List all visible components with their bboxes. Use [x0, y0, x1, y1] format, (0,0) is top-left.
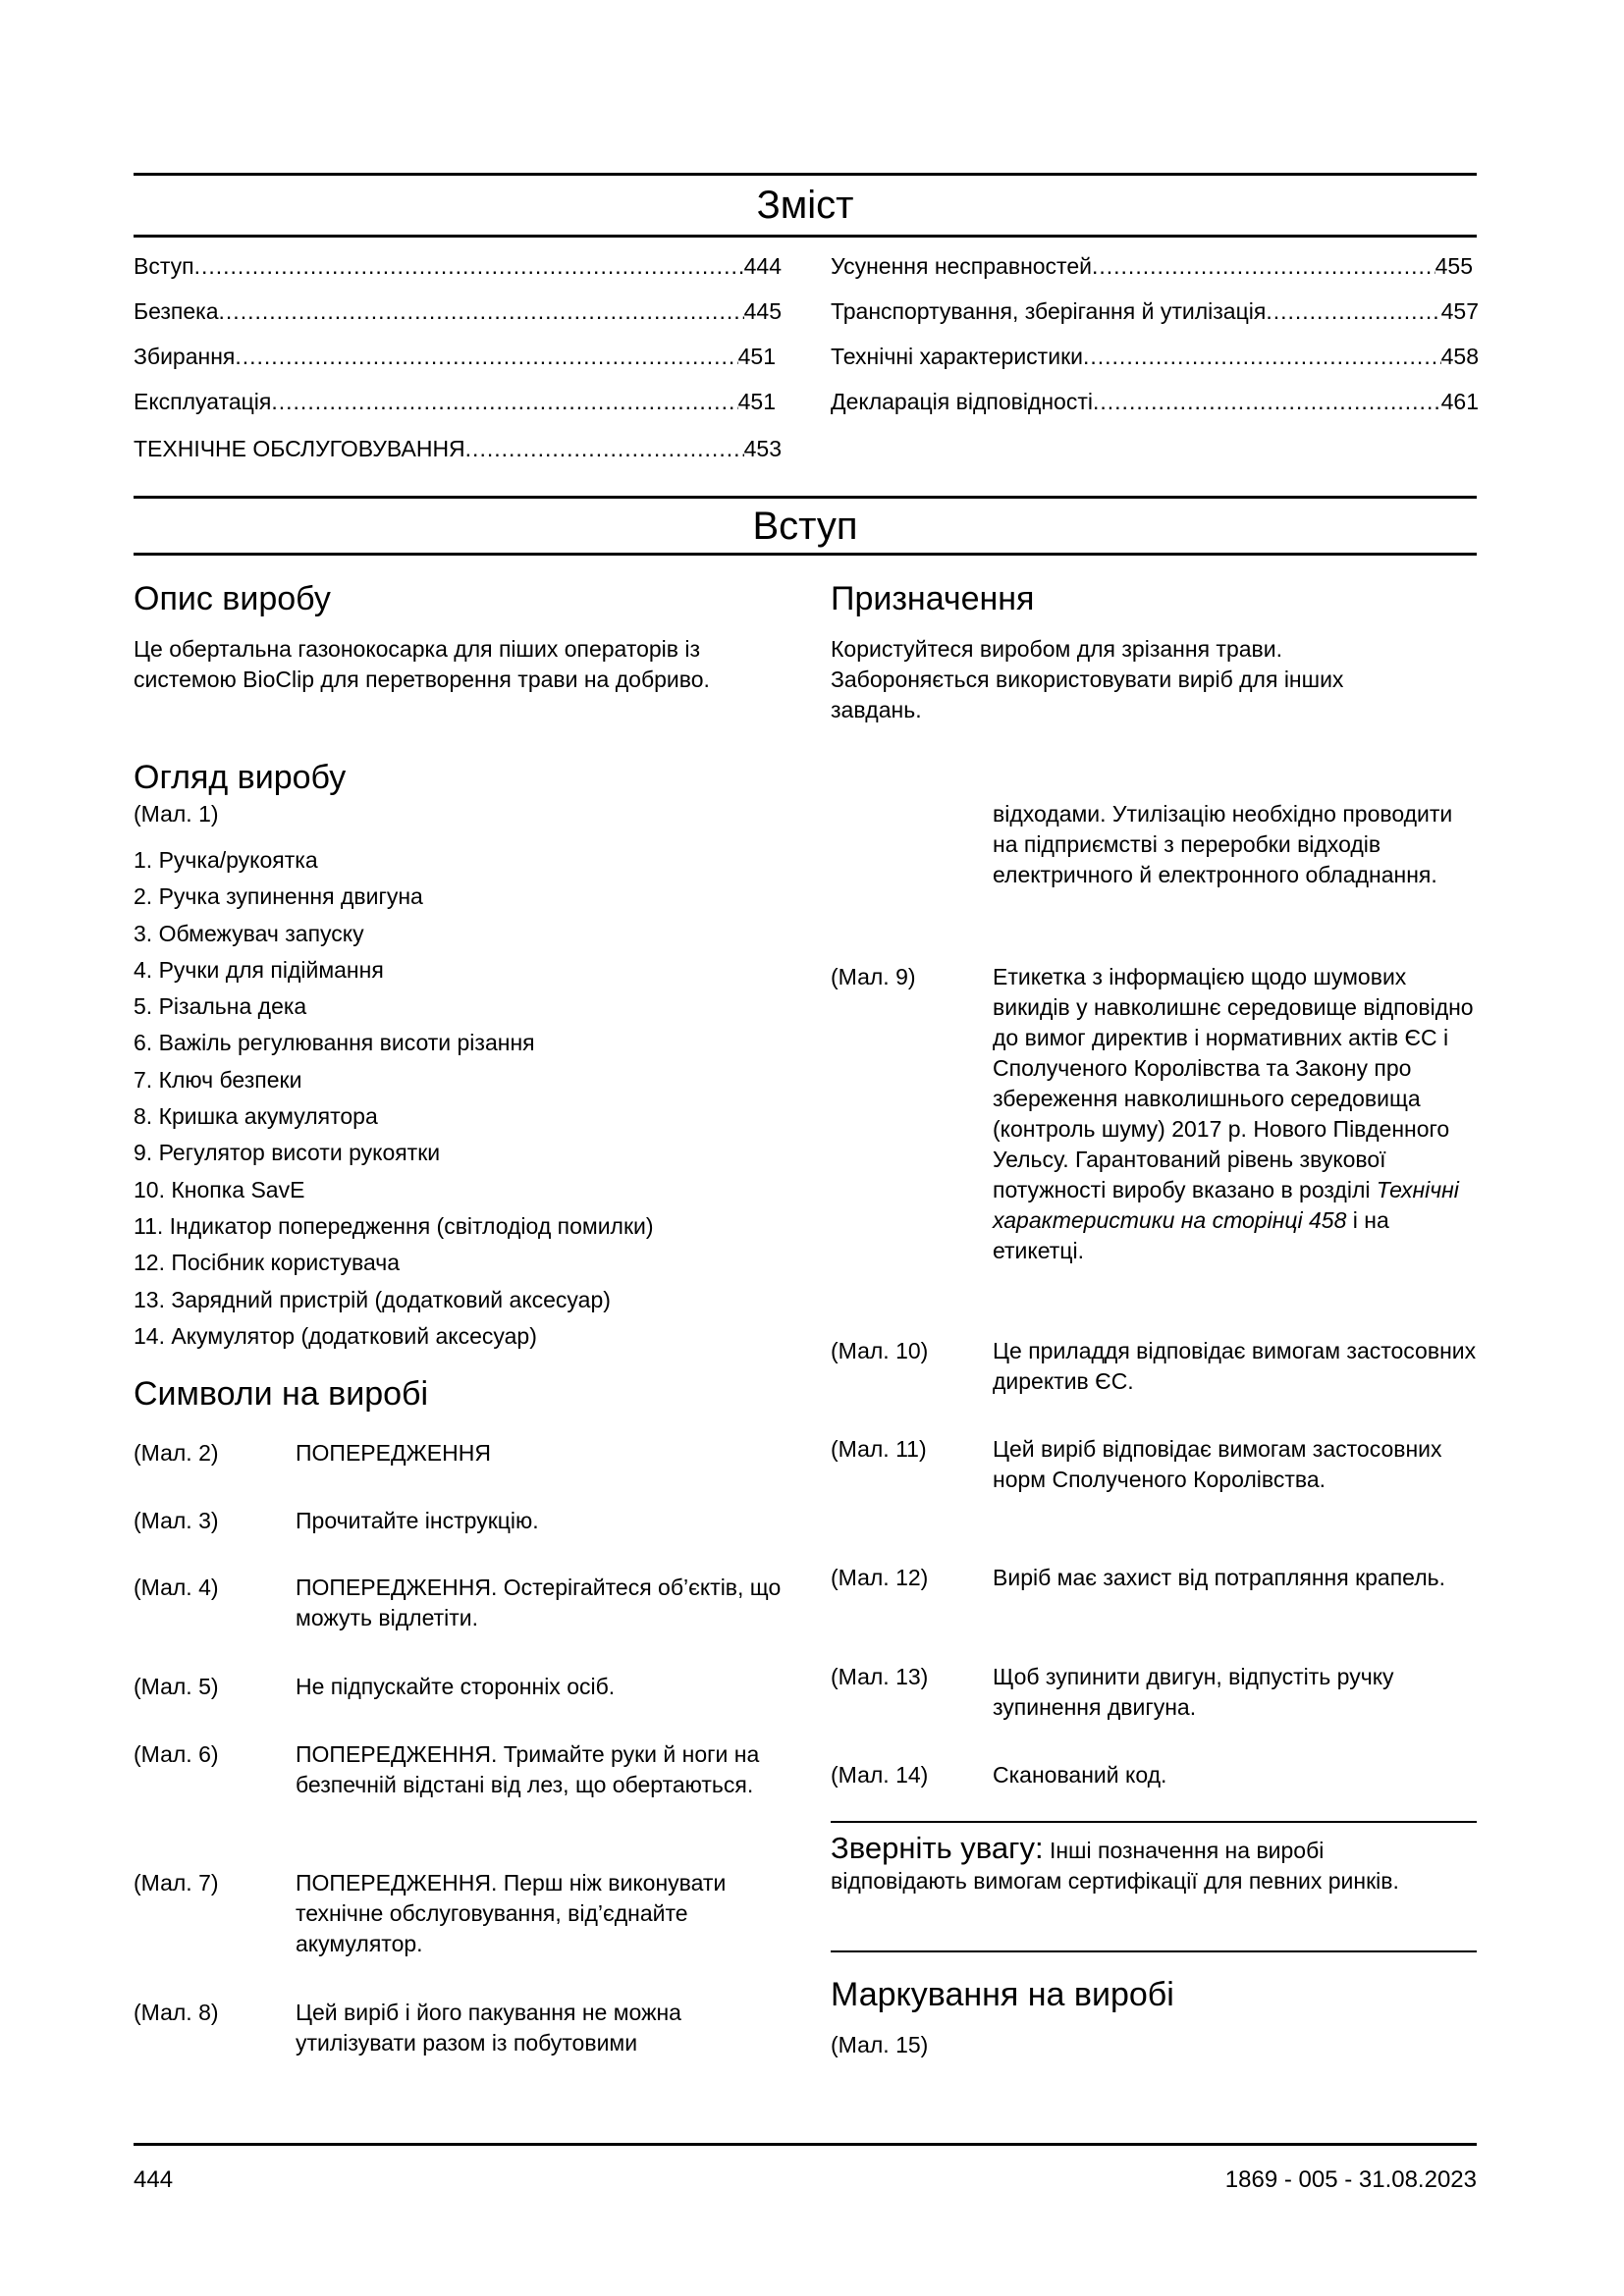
description-heading: Опис виробу: [134, 580, 331, 617]
toc-entry-label: Технічні характеристики: [831, 344, 1083, 369]
list-item: 1. Ручка/рукоятка: [134, 847, 318, 873]
toc-entry-page: 461: [1440, 389, 1479, 414]
symbol-text: Щоб зупинити двигун, відпустіть ручку зупинення двигуна.: [993, 1664, 1394, 1720]
toc-entry[interactable]: [134, 434, 782, 463]
purpose-heading: Призначення: [831, 580, 1035, 617]
symbol-ref: (Мал. 2): [134, 1440, 219, 1466]
intro-title: Вступ: [752, 505, 858, 548]
toc-title: Зміст: [756, 184, 854, 227]
overview-ref: (Мал. 1): [134, 801, 219, 827]
list-item: 14. Акумулятор (додатковий аксесуар): [134, 1322, 537, 1349]
toc-entry-page: 453: [743, 436, 782, 461]
list-item: 11. Індикатор попередження (світлодіод помилки): [134, 1212, 654, 1239]
symbols-heading: Символи на виробі: [134, 1375, 429, 1413]
symbol-text: Цей виріб відповідає вимогам застосовних норм Сполученого Королівства.: [993, 1436, 1442, 1492]
list-item: 4. Ручки для підіймання: [134, 956, 384, 983]
toc-entry-label: Транспортування, зберігання й утилізація: [831, 298, 1267, 324]
toc-bottom-rule: [134, 235, 1477, 238]
symbol-ref: (Мал. 12): [831, 1565, 929, 1590]
toc-entry-label: Усунення несправностей: [831, 253, 1092, 279]
symbol-ref: (Мал. 5): [134, 1674, 219, 1699]
toc-entry-page: 457: [1440, 298, 1479, 324]
marking-heading: Маркування на виробі: [831, 1976, 1174, 2013]
toc-entry[interactable]: [831, 296, 1479, 326]
list-item: 10. Кнопка SavE: [134, 1176, 305, 1202]
toc-entry[interactable]: [831, 251, 1473, 281]
toc-entry-page: 458: [1440, 344, 1479, 369]
list-item: 3. Обмежувач запуску: [134, 920, 364, 946]
note-text: Інші позначення на виробі відповідають вимогам сертифікації для певних ринків.: [831, 1838, 1399, 1894]
page-number: 444: [134, 2166, 174, 2193]
list-item: 12. Посібник користувача: [134, 1250, 401, 1276]
note-top-rule: [831, 1821, 1477, 1823]
symbol-text: Це приладдя відповідає вимогам застосовних директив ЄС.: [993, 1338, 1477, 1394]
symbol-text: Цей виріб і його пакування не можна утилізувати разом із побутовими: [296, 2000, 681, 2056]
toc-entry-page: 451: [737, 344, 776, 369]
toc-entry-label: Декларація відповідності: [831, 389, 1093, 414]
description-text: Це обертальна газонокосарка для піших операторів із системою BioClip для перетворення трави на добриво.: [134, 636, 710, 692]
toc-entry-label: ТЕХНІЧНЕ ОБСЛУГОВУВАННЯ: [134, 436, 465, 461]
intro-bottom-rule: [134, 553, 1477, 556]
symbol-ref: (Мал. 7): [134, 1870, 219, 1896]
symbol-text: ПОПЕРЕДЖЕННЯ. Тримайте руки й ноги на безпечній відстані від лез, що обертаються.: [296, 1741, 760, 1797]
symbol-text: Прочитайте інструкцію.: [296, 1508, 539, 1533]
toc-entry[interactable]: [134, 251, 782, 281]
overview-list: [134, 842, 801, 1355]
list-item: 6. Важіль регулювання висоти різання: [134, 1030, 535, 1056]
toc-top-rule: [134, 173, 1477, 176]
toc-entry-page: 455: [1435, 253, 1473, 279]
toc-entry[interactable]: [831, 342, 1479, 371]
toc-entry-label: Безпека: [134, 298, 219, 324]
symbol-text: Виріб має захист від потрапляння крапель.: [993, 1565, 1445, 1590]
toc-entry[interactable]: [134, 296, 782, 326]
list-item: 13. Зарядний пристрій (додатковий аксесуар): [134, 1286, 611, 1312]
note-bottom-rule: [831, 1950, 1477, 1952]
symbol-text-continuation: відходами. Утилізацію необхідно проводити на підприємстві з переробки відходів електричного й електронного обладнання.: [993, 801, 1453, 887]
toc-entry-label: Збирання: [134, 344, 236, 369]
toc-entry-page: 451: [737, 389, 776, 414]
symbol-ref: (Мал. 6): [134, 1741, 219, 1767]
symbol-text: ПОПЕРЕДЖЕННЯ. Перш ніж виконувати технічне обслуговування, від’єднайте акумулятор.: [296, 1870, 727, 1956]
purpose-text: Користуйтеся виробом для зрізання трави. Забороняється використовувати виріб для інших завдань.: [831, 636, 1344, 722]
note: [831, 1833, 1420, 1896]
toc-entry-page: 445: [743, 298, 782, 324]
symbol-text: ПОПЕРЕДЖЕННЯ. Остерігайтеся об’єктів, що можуть відлетіти.: [296, 1575, 782, 1630]
toc-entry-page: 444: [743, 253, 782, 279]
cross-reference-link[interactable]: Технічні характеристики на сторінці 458: [993, 1177, 1459, 1233]
symbol-ref: (Мал. 11): [831, 1436, 927, 1462]
overview-heading: Огляд виробу: [134, 759, 347, 796]
symbol-text: Етикетка з інформацією щодо шумових викидів у навколишнє середовище відповідно до вимог директив і нормативних актів ЄС і Сполученого Королівства та Закону про збереження навколишнього середовища (контроль шуму) 2017 р. Нового Південного Уельсу. Гарантований рівень звукової потужності виробу вказано в розділі Технічні характеристики на сторінці 458 і на етикетці.: [993, 964, 1474, 1263]
list-item: 7. Ключ безпеки: [134, 1066, 302, 1093]
toc-entry[interactable]: [831, 387, 1479, 416]
symbol-ref: (Мал. 8): [134, 2000, 219, 2025]
marking-ref: (Мал. 15): [831, 2032, 929, 2057]
document-code: 1869 - 005 - 31.08.2023: [1224, 2166, 1477, 2193]
symbol-text: ПОПЕРЕДЖЕННЯ: [296, 1440, 491, 1466]
toc-entry-label: Експлуатація: [134, 389, 272, 414]
note-label: Зверніть увагу:: [831, 1831, 1044, 1865]
toc-entry-label: Вступ: [134, 253, 194, 279]
symbol-text: Сканований код.: [993, 1762, 1167, 1788]
list-item: 2. Ручка зупинення двигуна: [134, 883, 423, 910]
symbol-ref: (Мал. 13): [831, 1664, 929, 1689]
symbol-text: Не підпускайте сторонніх осіб.: [296, 1674, 616, 1699]
toc-entry[interactable]: [134, 342, 776, 371]
toc-entry[interactable]: [134, 387, 776, 416]
list-item: 9. Регулятор висоти рукоятки: [134, 1140, 441, 1166]
symbol-ref: (Мал. 3): [134, 1508, 219, 1533]
symbol-ref: (Мал. 14): [831, 1762, 929, 1788]
symbol-ref: (Мал. 4): [134, 1575, 219, 1600]
symbol-ref: (Мал. 10): [831, 1338, 929, 1363]
footer-rule: [134, 2143, 1477, 2146]
intro-top-rule: [134, 496, 1477, 499]
symbol-ref: (Мал. 9): [831, 964, 916, 989]
list-item: 5. Різальна дека: [134, 993, 307, 1020]
list-item: 8. Кришка акумулятора: [134, 1103, 378, 1130]
